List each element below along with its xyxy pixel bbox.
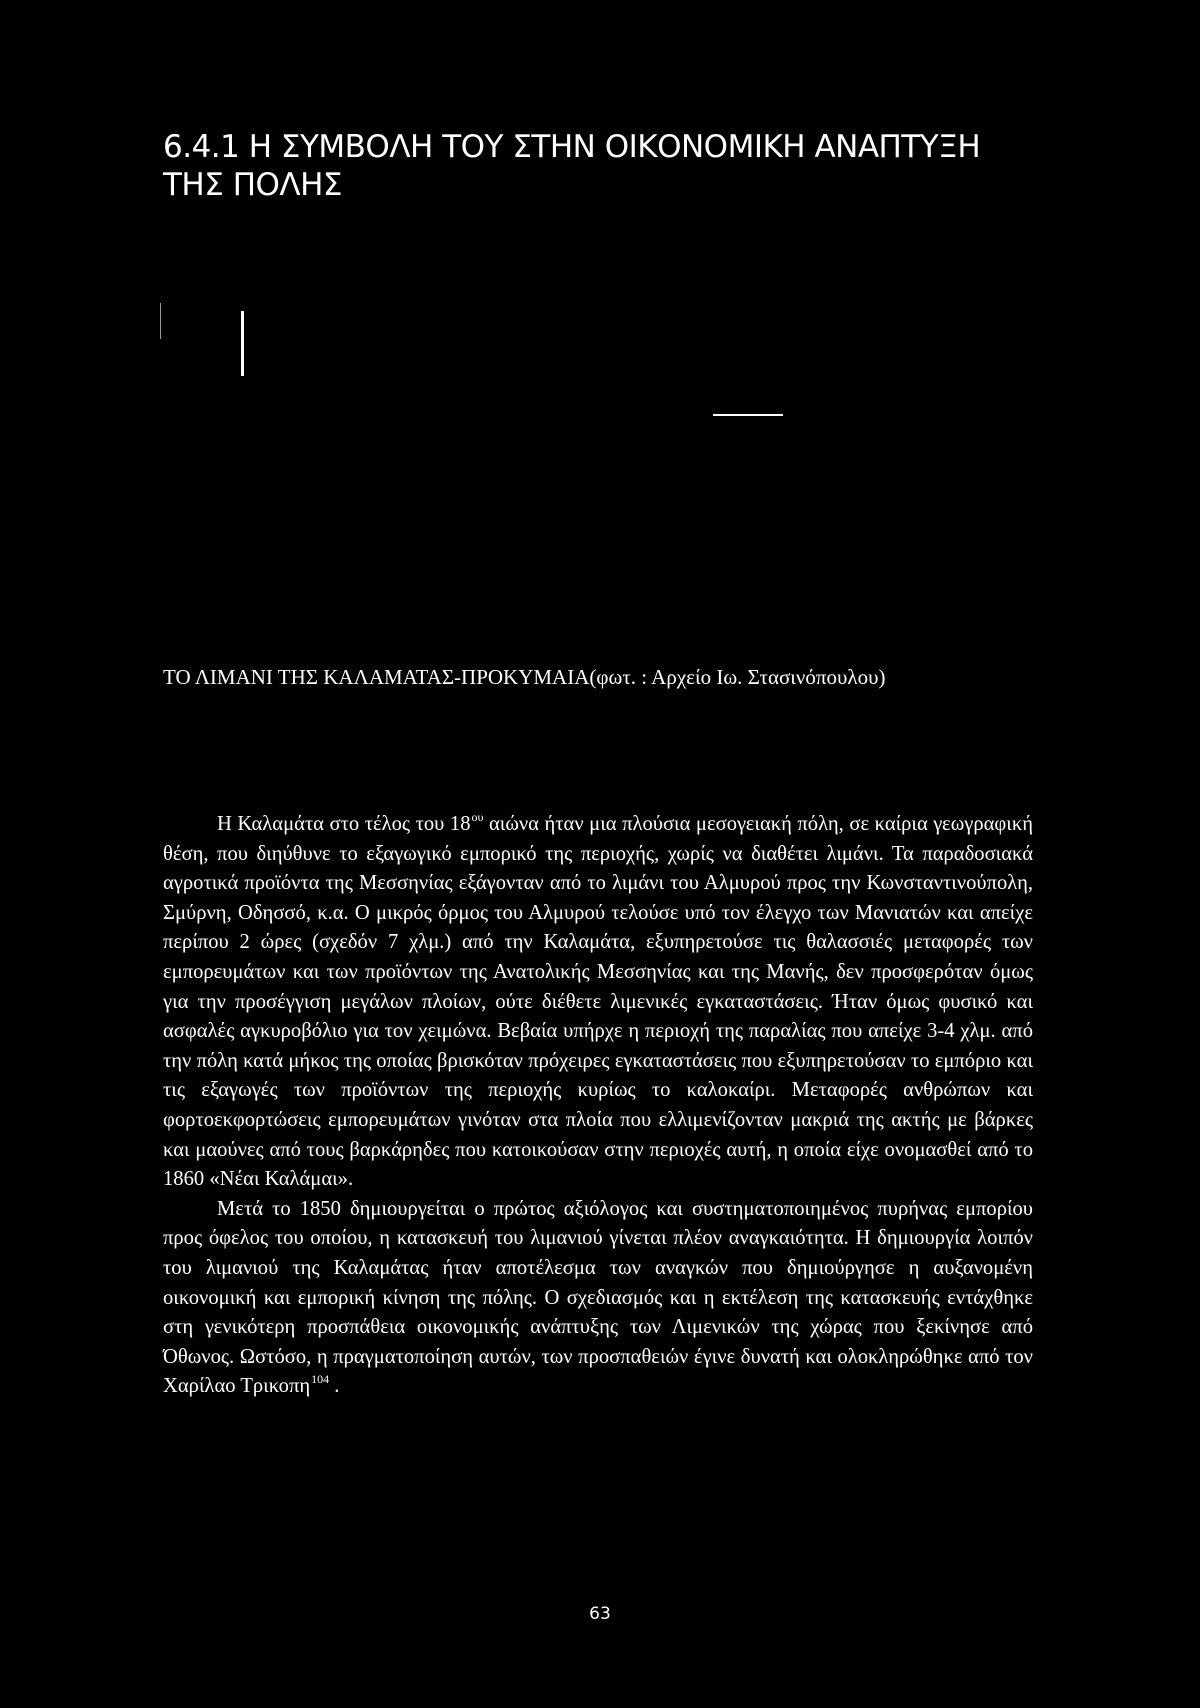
photo-caption: ΤΟ ΛΙΜΑΝΙ ΤΗΣ ΚΑΛΑΜΑΤΑΣ-ΠΡΟΚΥΜΑΙΑ(φωτ. : Αρχείο Ιω. Στασινόπουλου) (163, 665, 886, 689)
paragraph-2 (163, 1195, 1033, 1402)
photo-horizontal-mark (713, 414, 783, 416)
ordinal-superscript: ου (471, 810, 484, 824)
page-number: 63 (589, 1604, 611, 1624)
photo-dotted-mark (160, 303, 161, 339)
article-body (163, 810, 1033, 1402)
paragraph-2-text: Μετά το 1850 δημιουργείται ο πρώτος αξιόλογος και συστηματοποιημένος πυρήνας εμπορίου προς όφελος του οποίου, η κατασκευή του λιμανιού γίνεται πλέον αναγκαιότητα. Η δημιουργία λοιπόν του λιμανιού της Καλαμάτας ήταν αποτέλεσμα των αναγκών που δημιούργησε η αυξανομένη οικονομική και εμπορική κίνηση της πόλης. Ο σχεδιασμός και η εκτέλεση της κατασκευής εντάχθηκε στη γενικότερη προσπάθεια οικονομικής ανάπτυξης των Λιμενικών της χώρας που ξεκίνησε από Όθωνος. Ωστόσο, η πραγματοποίηση αυτών, των προσπαθειών έγινε δυνατή και ολοκληρώθηκε από τον Χαρίλαο Τρικοπη (163, 1197, 1033, 1398)
paragraph-1-start: Η Καλαμάτα στο τέλος του 18 (217, 813, 471, 835)
section-heading-line-2: ΤΗΣ ΠΟΛΗΣ (163, 167, 343, 203)
paragraph-1-rest: αιώνα ήταν μια πλούσια μεσογειακή πόλη, σε καίρια γεωγραφική θέση, που διηύθυνε το εξαγωγικό εμπορικό της περιοχής, χωρίς να διαθέτει λιμάνι. Τα παραδοσιακά αγροτικά προϊόντα της Μεσσηνίας εξάγονταν από το λιμάνι του Αλμυρού προς την Κωνσταντινούπολη, Σμύρνη, Οδησσό, κ.α. Ο μικρός όρμος του Αλμυρού τελούσε υπό τον έλεγχο των Μανιατών και απείχε περίπου 2 ώρες (σχεδόν 7 χλμ.) από την Καλαμάτα, εξυπηρετούσε τις θαλασσιές μεταφορές των εμπορευμάτων και των προϊόντων της Ανατολικής Μεσσηνίας και της Μανής, δεν προσφερόταν όμως για την προσέγγιση μεγάλων πλοίων, ούτε διέθετε λιμενικές εγκαταστάσεις. Ήταν όμως φυσικό και ασφαλές αγκυροβόλιο για τον χειμώνα. Βεβαία υπήρχε η περιοχή της παραλίας που απείχε 3-4 χλμ. από την πόλη κατά μήκος της οποίας βρισκόταν πρόχειρες εγκαταστάσεις που εξυπηρετούσαν το εμπόριο και τις εξαγωγές των προϊόντων της περιοχής κυρίως το καλοκαίρι. Μεταφορές ανθρώπων και φορτοεκφορτώσεις εμπορευμάτων γινόταν στα πλοία που ελλιμενίζονταν μακριά της ακτής με βάρκες και μαούνες από τους βαρκάρηδες που κατοικούσαν στην περιοχές αυτή, η οποία είχε ονομασθεί από το 1860 «Νέαι Καλάμαι». (163, 813, 1033, 1191)
footnote-reference: 104 (311, 1372, 330, 1387)
section-heading-line-1: 6.4.1 Η ΣΥΜΒΟΛΗ ΤΟΥ ΣΤΗΝ ΟΙΚΟΝΟΜΙΚΗ ΑΝΑΠΤΥΞΗ (163, 129, 981, 165)
harbor-photo (160, 300, 1040, 660)
section-heading (163, 128, 1063, 204)
photo-vertical-mark (241, 311, 244, 376)
paragraph-2-end: . (329, 1375, 340, 1398)
paragraph-1 (163, 810, 1033, 1195)
